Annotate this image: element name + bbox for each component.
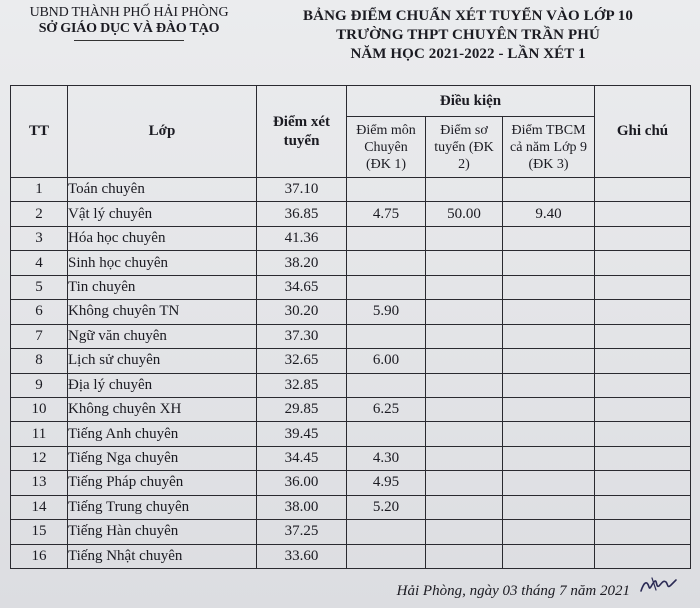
cell-dk3 — [503, 324, 595, 348]
cell-diem-xet-tuyen: 32.85 — [257, 373, 347, 397]
header-dk2: Điểm sơ tuyển (ĐK 2) — [426, 117, 503, 178]
cell-ghi-chu — [595, 397, 691, 421]
cell-diem-xet-tuyen: 38.20 — [257, 251, 347, 275]
cell-dk1 — [347, 226, 426, 250]
cell-dk3 — [503, 300, 595, 324]
header-ghi-chu: Ghi chú — [595, 86, 691, 178]
cell-lop: Tiếng Anh chuyên — [68, 422, 257, 446]
cell-tt: 2 — [11, 202, 68, 226]
cell-dk3 — [503, 178, 595, 202]
cell-dk1 — [347, 178, 426, 202]
cell-lop: Vật lý chuyên — [68, 202, 257, 226]
cell-diem-xet-tuyen: 30.20 — [257, 300, 347, 324]
table-row — [11, 544, 691, 568]
issuing-authority — [14, 5, 244, 41]
cell-ghi-chu — [595, 446, 691, 470]
admission-score-table — [10, 85, 691, 569]
cell-tt: 12 — [11, 446, 68, 470]
cell-dk3 — [503, 275, 595, 299]
cell-dk3 — [503, 373, 595, 397]
cell-dk3 — [503, 471, 595, 495]
cell-ghi-chu — [595, 471, 691, 495]
cell-tt: 7 — [11, 324, 68, 348]
cell-ghi-chu — [595, 300, 691, 324]
cell-ghi-chu — [595, 202, 691, 226]
cell-diem-xet-tuyen: 29.85 — [257, 397, 347, 421]
cell-lop: Ngữ văn chuyên — [68, 324, 257, 348]
table-row — [11, 324, 691, 348]
table-row — [11, 202, 691, 226]
cell-dk2 — [426, 520, 503, 544]
cell-dk1 — [347, 324, 426, 348]
cell-dk1: 4.95 — [347, 471, 426, 495]
header-dk3: Điểm TBCM cả năm Lớp 9 (ĐK 3) — [503, 117, 595, 178]
cell-dk2 — [426, 178, 503, 202]
cell-diem-xet-tuyen: 41.36 — [257, 226, 347, 250]
cell-ghi-chu — [595, 275, 691, 299]
table-row — [11, 495, 691, 519]
cell-dk1 — [347, 373, 426, 397]
cell-dk2 — [426, 349, 503, 373]
cell-dk2 — [426, 544, 503, 568]
cell-dk2 — [426, 495, 503, 519]
cell-diem-xet-tuyen: 33.60 — [257, 544, 347, 568]
handwritten-signature-icon — [638, 574, 678, 598]
cell-tt: 16 — [11, 544, 68, 568]
cell-dk2 — [426, 324, 503, 348]
cell-lop: Tiếng Trung chuyên — [68, 495, 257, 519]
school-name: TRƯỜNG THPT CHUYÊN TRẦN PHÚ — [336, 27, 600, 43]
cell-dk2 — [426, 300, 503, 324]
school-year-round: NĂM HỌC 2021-2022 - LẦN XÉT 1 — [350, 46, 586, 62]
cell-tt: 3 — [11, 226, 68, 250]
place-and-date: Hải Phòng, ngày 03 tháng 7 năm 2021 — [396, 583, 630, 599]
cell-dk1: 4.30 — [347, 446, 426, 470]
cell-dk3 — [503, 495, 595, 519]
table-row — [11, 471, 691, 495]
cell-tt: 14 — [11, 495, 68, 519]
cell-diem-xet-tuyen: 34.65 — [257, 275, 347, 299]
table-row — [11, 397, 691, 421]
header-dk1: Điểm môn Chuyên (ĐK 1) — [347, 117, 426, 178]
cell-dk3 — [503, 226, 595, 250]
cell-tt: 11 — [11, 422, 68, 446]
cell-dk1 — [347, 520, 426, 544]
table-row — [11, 422, 691, 446]
cell-dk3 — [503, 520, 595, 544]
cell-ghi-chu — [595, 373, 691, 397]
cell-diem-xet-tuyen: 36.85 — [257, 202, 347, 226]
cell-lop: Toán chuyên — [68, 178, 257, 202]
cell-lop: Tiếng Pháp chuyên — [68, 471, 257, 495]
cell-dk3 — [503, 251, 595, 275]
table-row — [11, 373, 691, 397]
cell-dk1: 5.90 — [347, 300, 426, 324]
cell-ghi-chu — [595, 520, 691, 544]
cell-ghi-chu — [595, 324, 691, 348]
cell-dk1: 4.75 — [347, 202, 426, 226]
document-title: BẢNG ĐIỂM CHUẨN XÉT TUYỂN VÀO LỚP 10 — [303, 8, 633, 24]
cell-dk2 — [426, 397, 503, 421]
cell-tt: 1 — [11, 178, 68, 202]
cell-dk1: 5.20 — [347, 495, 426, 519]
cell-diem-xet-tuyen: 37.25 — [257, 520, 347, 544]
cell-dk2 — [426, 251, 503, 275]
cell-diem-xet-tuyen: 32.65 — [257, 349, 347, 373]
table-row — [11, 226, 691, 250]
cell-diem-xet-tuyen: 34.45 — [257, 446, 347, 470]
cell-diem-xet-tuyen: 36.00 — [257, 471, 347, 495]
cell-tt: 9 — [11, 373, 68, 397]
cell-diem-xet-tuyen: 37.30 — [257, 324, 347, 348]
cell-diem-xet-tuyen: 38.00 — [257, 495, 347, 519]
cell-ghi-chu — [595, 178, 691, 202]
cell-dk1 — [347, 544, 426, 568]
cell-diem-xet-tuyen: 39.45 — [257, 422, 347, 446]
cell-lop: Tin chuyên — [68, 275, 257, 299]
cell-tt: 8 — [11, 349, 68, 373]
table-row — [11, 349, 691, 373]
cell-tt: 15 — [11, 520, 68, 544]
cell-lop: Không chuyên XH — [68, 397, 257, 421]
cell-diem-xet-tuyen: 37.10 — [257, 178, 347, 202]
table-row — [11, 520, 691, 544]
cell-lop: Tiếng Nhật chuyên — [68, 544, 257, 568]
table-row — [11, 300, 691, 324]
cell-dk3: 9.40 — [503, 202, 595, 226]
cell-ghi-chu — [595, 226, 691, 250]
cell-dk2 — [426, 446, 503, 470]
cell-tt: 10 — [11, 397, 68, 421]
cell-ghi-chu — [595, 422, 691, 446]
header-tt: TT — [11, 86, 68, 178]
cell-lop: Không chuyên TN — [68, 300, 257, 324]
cell-dk2 — [426, 275, 503, 299]
department-name: SỞ GIÁO DỤC VÀ ĐÀO TẠO — [38, 21, 220, 36]
cell-dk2 — [426, 422, 503, 446]
cell-dk2 — [426, 373, 503, 397]
table-row — [11, 251, 691, 275]
cell-lop: Địa lý chuyên — [68, 373, 257, 397]
cell-tt: 4 — [11, 251, 68, 275]
cell-ghi-chu — [595, 349, 691, 373]
table-row — [11, 275, 691, 299]
cell-dk1 — [347, 251, 426, 275]
cell-dk2 — [426, 226, 503, 250]
cell-dk1: 6.25 — [347, 397, 426, 421]
cell-dk3 — [503, 544, 595, 568]
cell-dk3 — [503, 422, 595, 446]
header-dieu-kien: Điều kiện — [347, 86, 595, 117]
document-title-block — [248, 7, 688, 64]
cell-dk3 — [503, 446, 595, 470]
cell-dk1 — [347, 275, 426, 299]
cell-ghi-chu — [595, 251, 691, 275]
table-row — [11, 446, 691, 470]
cell-ghi-chu — [595, 495, 691, 519]
cell-lop: Hóa học chuyên — [68, 226, 257, 250]
table-row — [11, 178, 691, 202]
cell-lop: Lịch sử chuyên — [68, 349, 257, 373]
city-committee-name: UBND THÀNH PHỐ HẢI PHÒNG — [29, 5, 229, 20]
cell-lop: Sinh học chuyên — [68, 251, 257, 275]
header-underline — [74, 40, 184, 41]
cell-dk1: 6.00 — [347, 349, 426, 373]
cell-lop: Tiếng Nga chuyên — [68, 446, 257, 470]
cell-lop: Tiếng Hàn chuyên — [68, 520, 257, 544]
cell-dk3 — [503, 349, 595, 373]
cell-dk1 — [347, 422, 426, 446]
cell-dk2: 50.00 — [426, 202, 503, 226]
header-diem-xet-tuyen: Điểm xét tuyển — [257, 86, 347, 178]
cell-dk2 — [426, 471, 503, 495]
header-lop: Lớp — [68, 86, 257, 178]
cell-tt: 5 — [11, 275, 68, 299]
cell-ghi-chu — [595, 544, 691, 568]
cell-dk3 — [503, 397, 595, 421]
cell-tt: 13 — [11, 471, 68, 495]
cell-tt: 6 — [11, 300, 68, 324]
